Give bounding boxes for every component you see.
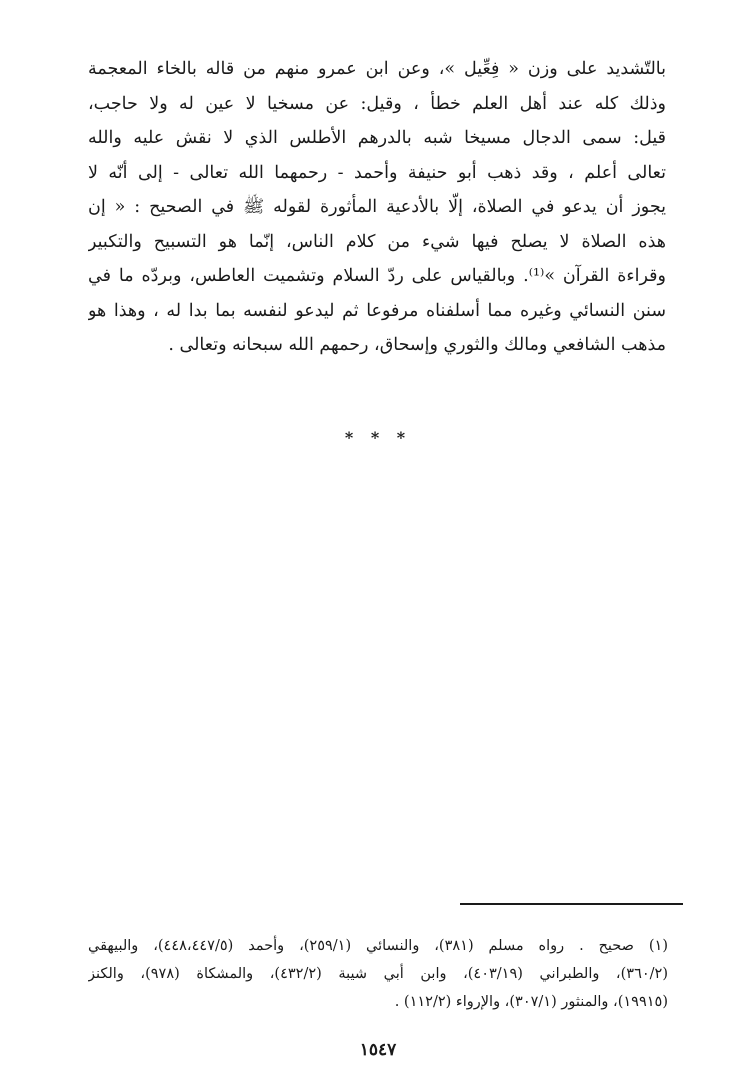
- text-line: تعالى أعلم ، وقد ذهب أبو حنيفة وأحمد - رحمهما الله تعالى - إلى أنّه لا: [88, 162, 666, 183]
- text-line: بالتّشديد على وزن « فِعِّيل »، وعن ابن عمرو منهم من قاله بالخاء المعجمة: [88, 59, 666, 79]
- footnotes-block: [88, 932, 668, 1016]
- text-line: هذه الصلاة لا يصلح فيها شيء من كلام الناس، إنّما هو التسبيح والتكبير: [88, 231, 666, 252]
- footnote-divider: [460, 903, 683, 905]
- text-line: يجوز أن يدعو في الصلاة، إلّا بالأدعية المأثورة لقوله ﷺ في الصحيح : « إن: [88, 197, 666, 217]
- footnote-line: (٣٦٠/٢)، والطبراني (٤٠٣/١٩)، وابن أبي شيبة (٤٣٢/٢)، والمشكاة (٩٧٨)، والكنز: [88, 966, 668, 982]
- page-number: ١٥٤٧: [359, 1040, 397, 1060]
- section-separator: * * *: [344, 428, 412, 447]
- text-line: سنن النسائي وغيره مما أسلفناه مرفوعا ثم ليدعو لنفسه بما بدا له ، وهذا هو: [88, 300, 666, 321]
- text-line: وذلك كله عند أهل العلم خطأ ، وقيل: عن مسخيا لا عين له ولا حاجب،: [88, 93, 666, 114]
- text-line: وقراءة القرآن »⁽¹⁾. وبالقياس على ردّ السلام وتشميت العاطس، وبردّه ما في: [88, 266, 666, 286]
- main-text-block: [88, 52, 666, 363]
- text-line: مذهب الشافعي ومالك والثوري وإسحاق، رحمهم الله سبحانه وتعالى .: [168, 335, 666, 355]
- footnote-line: (١) صحيح . رواه مسلم (٣٨١)، والنسائي (٢٥٩/١)، وأحمد (٤٤٨،٤٤٧/٥)، والبيهقي: [88, 938, 668, 954]
- text-line: قيل: سمى الدجال مسيخا شبه بالدرهم الأطلس الذي لا نقش عليه والله: [88, 128, 666, 148]
- footnote-line: (١٩٩١٥)، والمنثور (٣٠٧/١)، والإرواء (١١٢/٢) .: [394, 994, 668, 1010]
